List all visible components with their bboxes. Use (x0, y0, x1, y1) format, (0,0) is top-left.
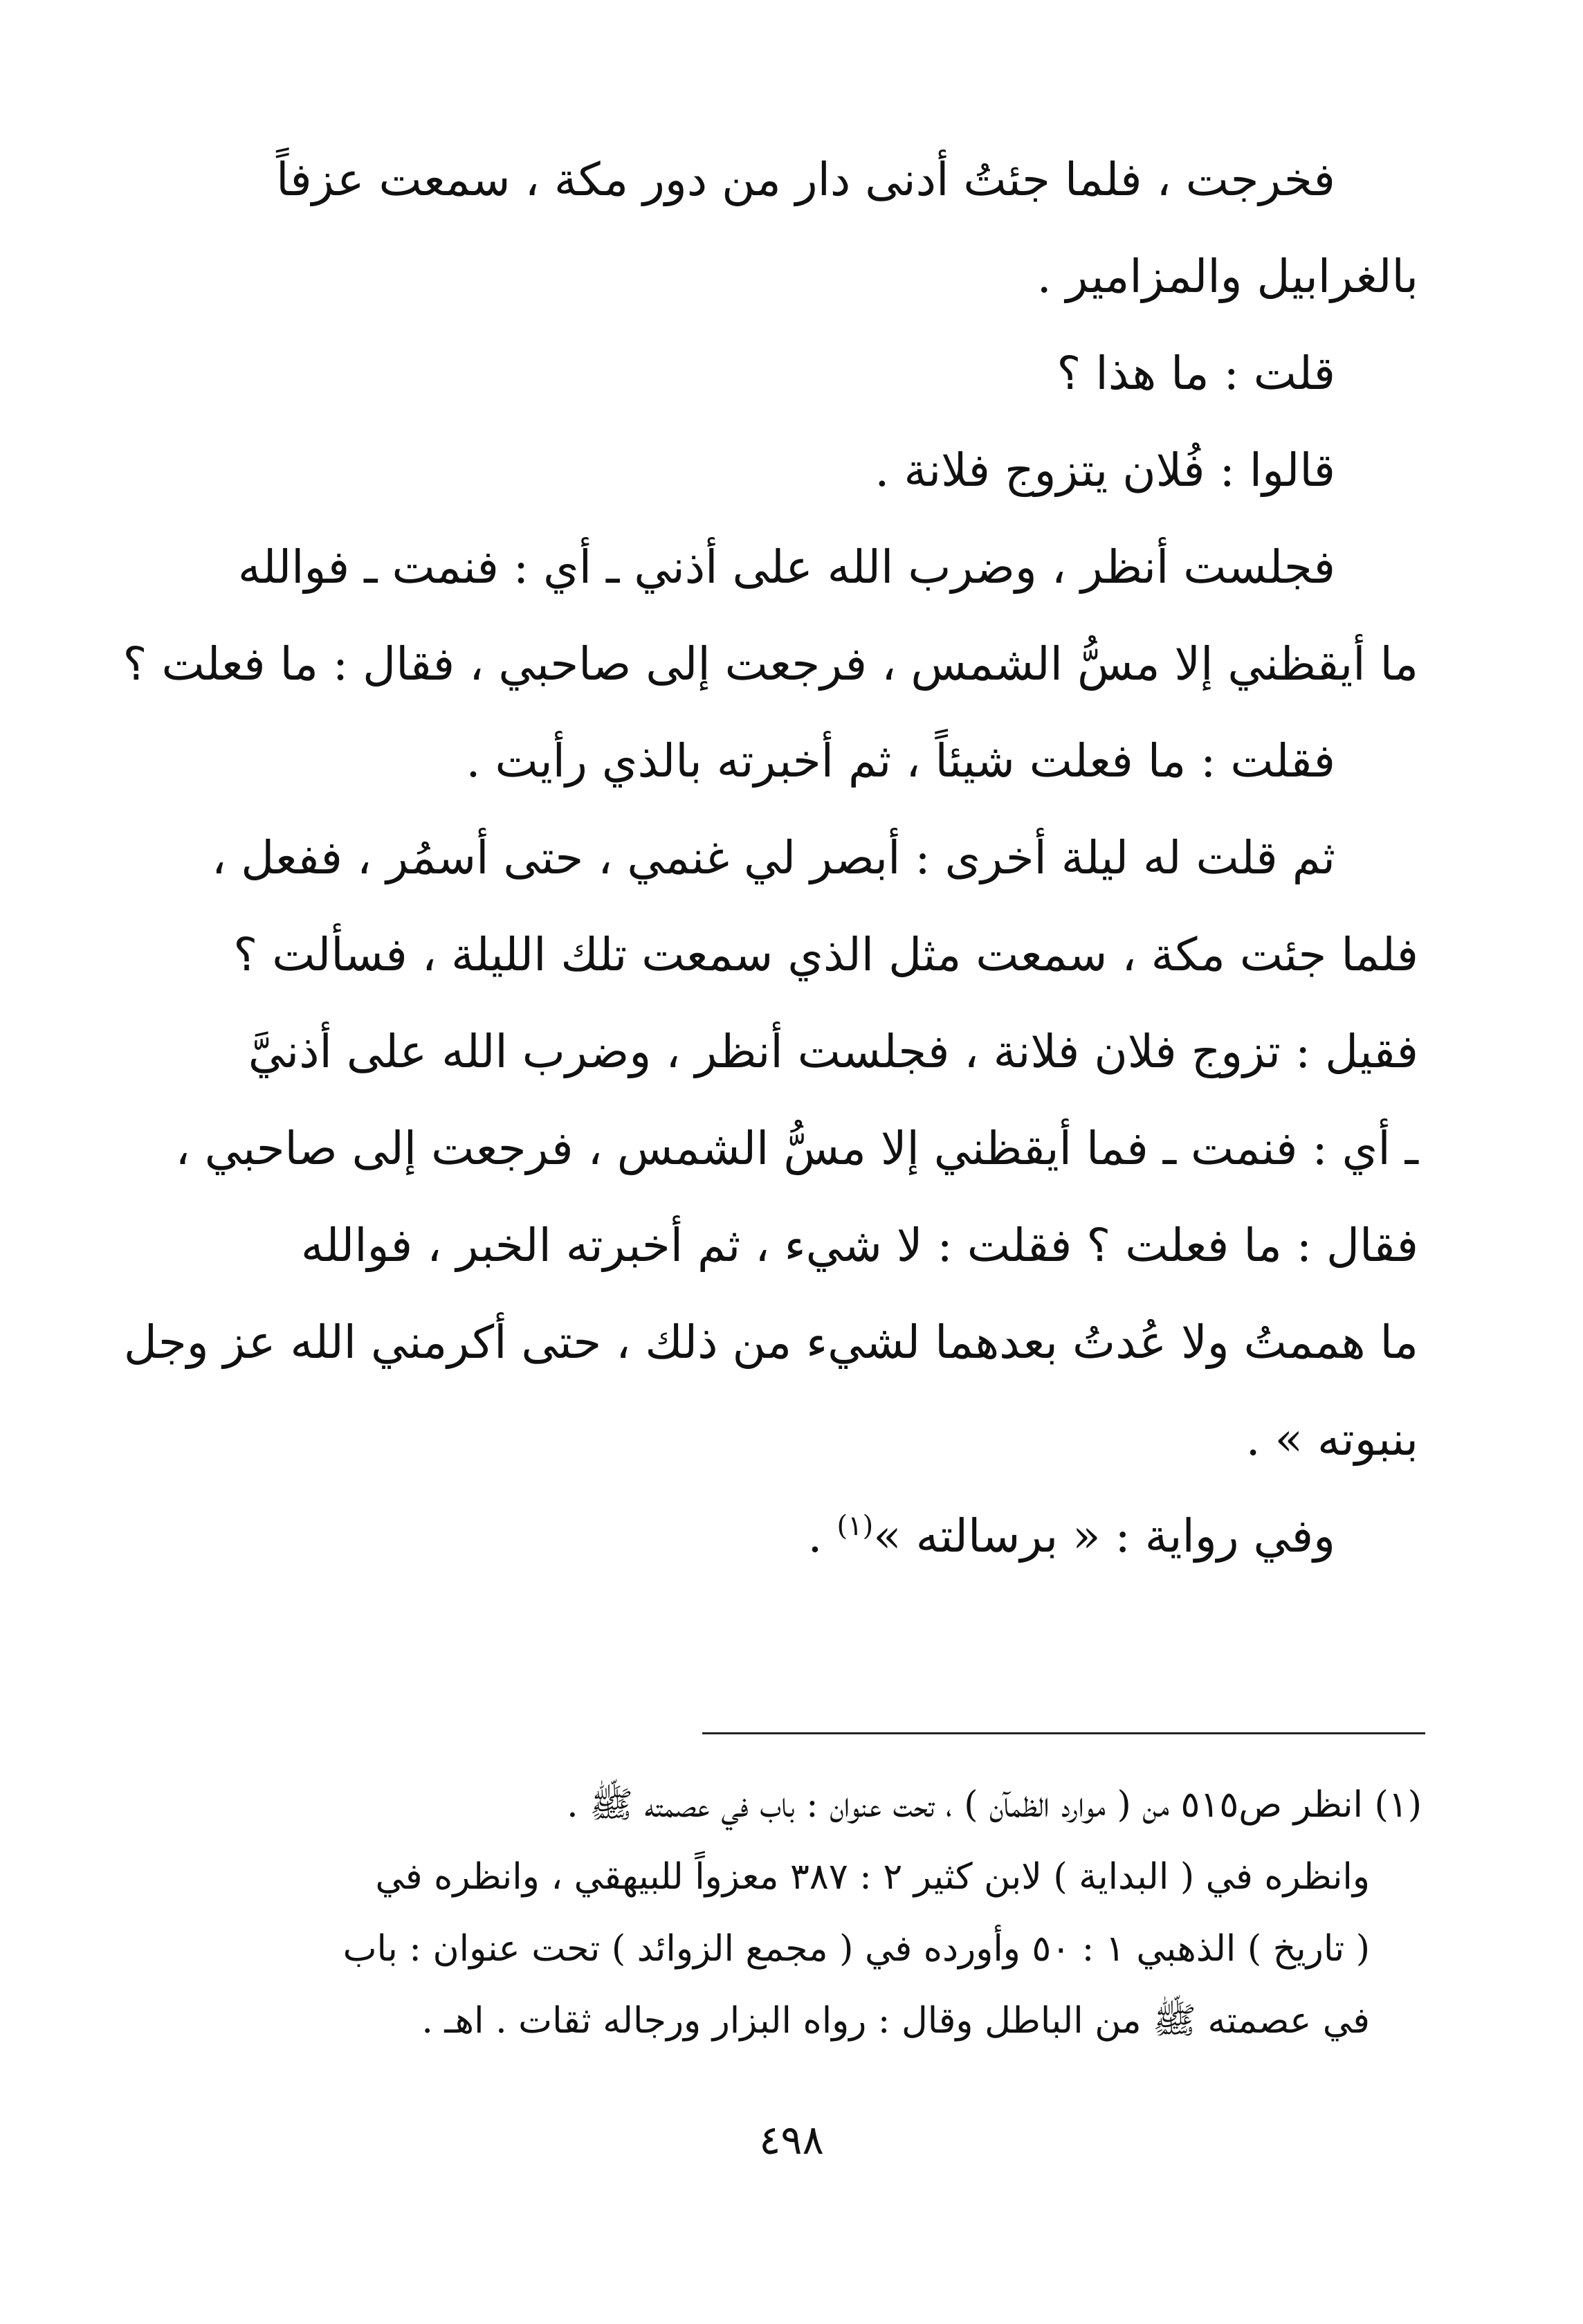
text-line: ما أيقظني إلا مسُّ الشمس ، فرجعت إلى صاحبي ، فقال : ما فعلت ؟ (122, 637, 1418, 691)
text-line: ثم قلت له ليلة أخرى : أبصر لي غنمي ، حتى أسمُر ، ففعل ، (211, 831, 1335, 884)
text-line: قلت : ما هذا ؟ (1056, 347, 1335, 400)
text-line-with-footnote (152, 1488, 1418, 1585)
text-line: بالغرابيل والمزامير . (1036, 250, 1418, 303)
main-text (122, 131, 1418, 1585)
text-line: ما هممتُ ولا عُدتُ بعدهما لشيء من ذلك ، حتى أكرمني الله عز وجل (123, 1316, 1418, 1369)
footnote-separator (702, 1732, 1425, 1734)
footnote-line: في عصمته ﷺ من الباطل وقال : رواه البزار ورجاله ثقات . اهـ . (421, 2000, 1370, 2042)
page-number: ٤٩٨ (759, 2116, 824, 2163)
text-line: فجلست أنظر ، وضرب الله على أذني ـ أي : فنمت ـ فوالله (237, 541, 1335, 594)
footnote-line: (١) انظر ص٥١٥ من ( موارد الظمآن ) ، تحت عنوان : باب في عصمته ﷺ . (567, 1784, 1422, 1826)
line-end-punctuation: . (807, 1509, 837, 1563)
text-line: فقال : ما فعلت ؟ فقلت : لا شيء ، ثم أخبرته الخبر ، فوالله (300, 1219, 1418, 1272)
text-line: ـ أي : فنمت ـ فما أيقظني إلا مسُّ الشمس ، فرجعت إلى صاحبي ، (175, 1122, 1418, 1175)
text-line: فقيل : تزوج فلان فلانة ، فجلست أنظر ، وضرب الله على أذنيَّ (248, 1025, 1418, 1078)
text-line: فقلت : ما فعلت شيئاً ، ثم أخبرته بالذي رأيت . (466, 734, 1335, 788)
footnote-line: ( تاريخ ) الذهبي ١ : ٥٠ وأورده في ( مجمع الزوائد ) تحت عنوان : باب (342, 1928, 1370, 1970)
text-line: بنبوته » . (1245, 1413, 1418, 1466)
footnote-marker: (١) (836, 1510, 874, 1542)
text-line: فخرجت ، فلما جئتُ أدنى دار من دور مكة ، سمعت عزفاً (276, 153, 1335, 206)
narration-text: وفي رواية : « برسالته » (873, 1509, 1335, 1563)
text-line: قالوا : فُلان يتزوج فلانة . (875, 444, 1335, 497)
footnotes (159, 1769, 1422, 2057)
footnote-line: وانظره في ( البداية ) لابن كثير ٢ : ٣٨٧ معزواً للبيهقي ، وانظره في (375, 1856, 1370, 1898)
text-line: فلما جئت مكة ، سمعت مثل الذي سمعت تلك الليلة ، فسألت ؟ (233, 928, 1418, 981)
